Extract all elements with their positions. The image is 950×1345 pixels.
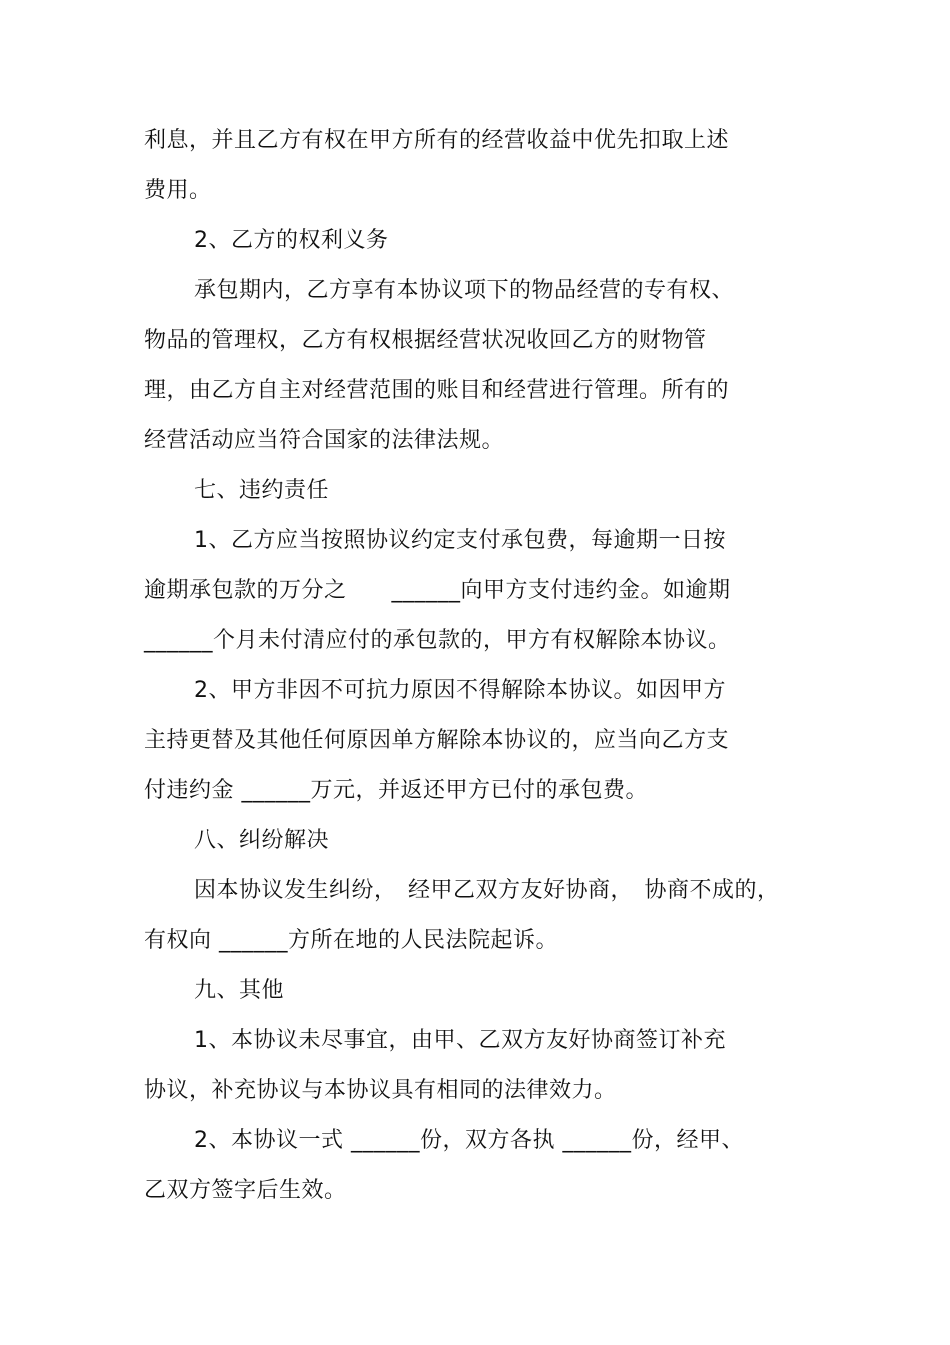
paragraph-line: 2、本协议一式 ______份，双方各执 ______份，经甲、 — [194, 1128, 744, 1153]
paragraph-line: 费用。 — [144, 178, 212, 203]
section-heading: 八、纠纷解决 — [194, 828, 330, 853]
paragraph-line: ______个月未付清应付的承包款的，甲方有权解除本协议。 — [144, 628, 731, 653]
paragraph-line: 逾期承包款的万分之 ______向甲方支付违约金。如逾期 — [144, 578, 731, 603]
paragraph-line: 物品的管理权，乙方有权根据经营状况收回乙方的财物管 — [144, 328, 707, 353]
section-heading: 2、乙方的权利义务 — [194, 228, 389, 253]
paragraph-line: 利息，并且乙方有权在甲方所有的经营收益中优先扣取上述 — [144, 128, 730, 153]
paragraph-line: 经营活动应当符合国家的法律法规。 — [144, 428, 505, 453]
paragraph-line: 主持更替及其他任何原因单方解除本协议的，应当向乙方支 — [144, 728, 730, 753]
paragraph-line: 有权向 ______方所在地的人民法院起诉。 — [144, 928, 558, 953]
section-heading: 九、其他 — [194, 978, 285, 1003]
paragraph-line: 1、本协议未尽事宜，由甲、乙双方友好协商签订补充 — [194, 1028, 726, 1053]
section-heading: 七、违约责任 — [194, 478, 330, 503]
paragraph-line: 承包期内，乙方享有本协议项下的物品经营的专有权、 — [194, 278, 735, 303]
paragraph-line: 协议，补充协议与本协议具有相同的法律效力。 — [144, 1078, 617, 1103]
paragraph-line: 乙双方签字后生效。 — [144, 1178, 347, 1203]
paragraph-line: 2、甲方非因不可抗力原因不得解除本协议。如因甲方 — [194, 678, 726, 703]
paragraph-line: 因本协议发生纠纷， 经甲乙双方友好协商， 协商不成的， — [194, 878, 780, 903]
paragraph-line: 1、乙方应当按照协议约定支付承包费，每逾期一日按 — [194, 528, 726, 553]
paragraph-line: 理，由乙方自主对经营范围的账目和经营进行管理。所有的 — [144, 378, 730, 403]
paragraph-line: 付违约金 ______万元，并返还甲方已付的承包费。 — [144, 778, 648, 803]
